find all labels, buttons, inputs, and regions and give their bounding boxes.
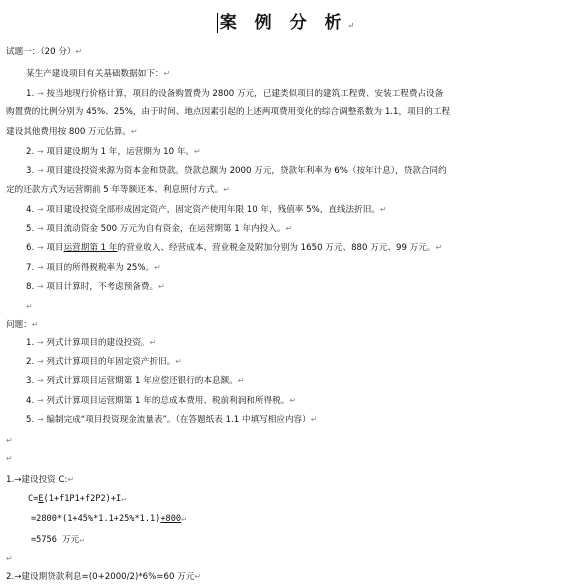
paragraph-mark-icon: ↵ <box>163 69 171 78</box>
tab-mark-icon: → <box>36 243 44 252</box>
intro-text: 某生产建设项目有关基础数据如下：↵ <box>26 69 171 79</box>
question-item: 4. → 列式计算项目运营期第 1 年的总成本费用、税前利润和所得税。↵ <box>26 396 297 406</box>
answer-1-label: 1.→建设投资 C:↵ <box>6 475 75 485</box>
empty-paragraph <box>6 435 13 447</box>
question-item: 1. → 列式计算项目的建设投资。↵ <box>26 338 157 348</box>
paragraph-mark-icon: ↵ <box>131 127 138 136</box>
document-title <box>0 8 577 33</box>
paragraph-mark-icon: ↵ <box>31 320 39 329</box>
list-item-continuation: 建设其他费用按 800 万元估算。↵ <box>6 127 138 137</box>
paragraph-mark-icon: ↵ <box>181 514 186 523</box>
tab-mark-icon: → <box>36 166 44 175</box>
paragraph-mark-icon: ↵ <box>289 396 297 405</box>
empty-paragraph <box>6 453 13 465</box>
paragraph-mark-icon: ↵ <box>158 282 165 291</box>
tab-mark-icon: → <box>36 376 44 385</box>
list-item: 7. → 项目的所得税税率为 25%。↵ <box>26 263 161 273</box>
paragraph-mark-icon: ↵ <box>154 263 161 272</box>
question-item: 5. → 编制完成“项目投资现金流量表”。（在答题纸表 1.1 中填写相应内容）↵ <box>26 415 318 425</box>
list-item: 5. → 项目流动资金 500 万元为自有资金，在运营期第 1 年内投入。↵ <box>26 224 293 234</box>
paragraph-mark-icon: ↵ <box>347 20 361 30</box>
list-item: 4. → 项目建设投资全部形成固定资产，固定资产使用年限 10 年，残值率 5%，直线法折旧。↵ <box>26 205 387 215</box>
list-item-continuation: 定的还款方式为运营期前 5 年等额还本、利息照付方式。↵ <box>6 185 230 195</box>
tab-mark-icon: → <box>36 282 44 291</box>
exam-heading: 试题一：（20 分）↵ <box>6 47 83 57</box>
tab-mark-icon: → <box>36 396 44 405</box>
paragraph-mark-icon: ↵ <box>285 224 293 233</box>
empty-paragraph <box>6 553 13 565</box>
paragraph-mark-icon: ↵ <box>194 572 202 581</box>
paragraph-mark-icon: ↵ <box>223 185 230 194</box>
tab-mark-icon: → <box>36 205 44 214</box>
paragraph-mark-icon: ↵ <box>6 454 13 463</box>
tab-mark-icon: → <box>36 357 44 366</box>
tab-mark-icon: → <box>36 89 44 98</box>
formula-line: C=E(1+f1P1+f2P2)+I↵ <box>28 494 126 504</box>
question-item: 2. → 列式计算项目的年固定资产折旧。↵ <box>26 357 182 367</box>
tab-mark-icon: → <box>36 263 44 272</box>
question-item: 3. → 列式计算项目运营期第 1 年应偿还银行的本息额。↵ <box>26 376 245 386</box>
underlined-text: 运营期第 1 年 <box>63 243 118 253</box>
paragraph-mark-icon: ↵ <box>26 302 33 311</box>
paragraph-mark-icon: ↵ <box>149 338 157 347</box>
paragraph-mark-icon: ↵ <box>79 535 85 544</box>
paragraph-mark-icon: ↵ <box>175 357 182 366</box>
paragraph-mark-icon: ↵ <box>237 376 245 385</box>
answer-2-label: 2.→建设期贷款利息=(0+2000/2)*6%=60 万元↵ <box>6 572 202 582</box>
list-item: 8. → 项目计算时，不考虑预备费。↵ <box>26 282 165 292</box>
tab-mark-icon: → <box>36 338 44 347</box>
paragraph-mark-icon: ↵ <box>194 147 201 156</box>
text-cursor <box>217 13 218 33</box>
empty-paragraph <box>26 301 33 313</box>
underlined-text: E <box>38 494 44 504</box>
underlined-text: +800 <box>160 514 182 524</box>
paragraph-mark-icon: ↵ <box>67 475 75 484</box>
tab-mark-icon: → <box>36 147 44 156</box>
paragraph-mark-icon: ↵ <box>379 205 387 214</box>
tab-mark-icon: → <box>36 224 44 233</box>
paragraph-mark-icon: ↵ <box>75 47 83 56</box>
list-item: 6. → 项目运营期第 1 年的营业收入、经营成本、营业税金及附加分别为 1650 万元、880 万元、99 万元。↵ <box>26 243 443 253</box>
list-item-continuation: 购置费的比例分别为 45%、25%，由于时间、地点因素引起的上述两项费用变化的综合调整系数为 1.1，项目的工程 <box>6 107 451 117</box>
paragraph-mark-icon: ↵ <box>310 415 318 424</box>
list-item: 1. → 按当地现行价格计算，项目的设备购置费为 2800 万元，已建类似项目的建筑工程费、安装工程费占设备 <box>26 89 444 99</box>
list-item: 2. → 项目建设期为 1 年，运营期为 10 年。↵ <box>26 147 201 157</box>
title-text: 案 例 分 析 <box>219 13 348 33</box>
paragraph-mark-icon: ↵ <box>6 436 13 445</box>
calculation-line: =2800*(1+45%*1.1+25%*1.1)+800↵ <box>31 514 186 524</box>
paragraph-mark-icon: ↵ <box>435 243 443 252</box>
tab-mark-icon: → <box>36 415 44 424</box>
list-item: 3. → 项目建设投资来源为资本金和贷款。贷款总额为 2000 万元，贷款年利率为 6%（按年计息），贷款合同约 <box>26 166 447 176</box>
paragraph-mark-icon: ↵ <box>6 554 13 563</box>
questions-heading: 问题：↵ <box>6 320 39 330</box>
paragraph-mark-icon: ↵ <box>121 494 126 503</box>
result-line: =5756 万元↵ <box>31 535 85 545</box>
